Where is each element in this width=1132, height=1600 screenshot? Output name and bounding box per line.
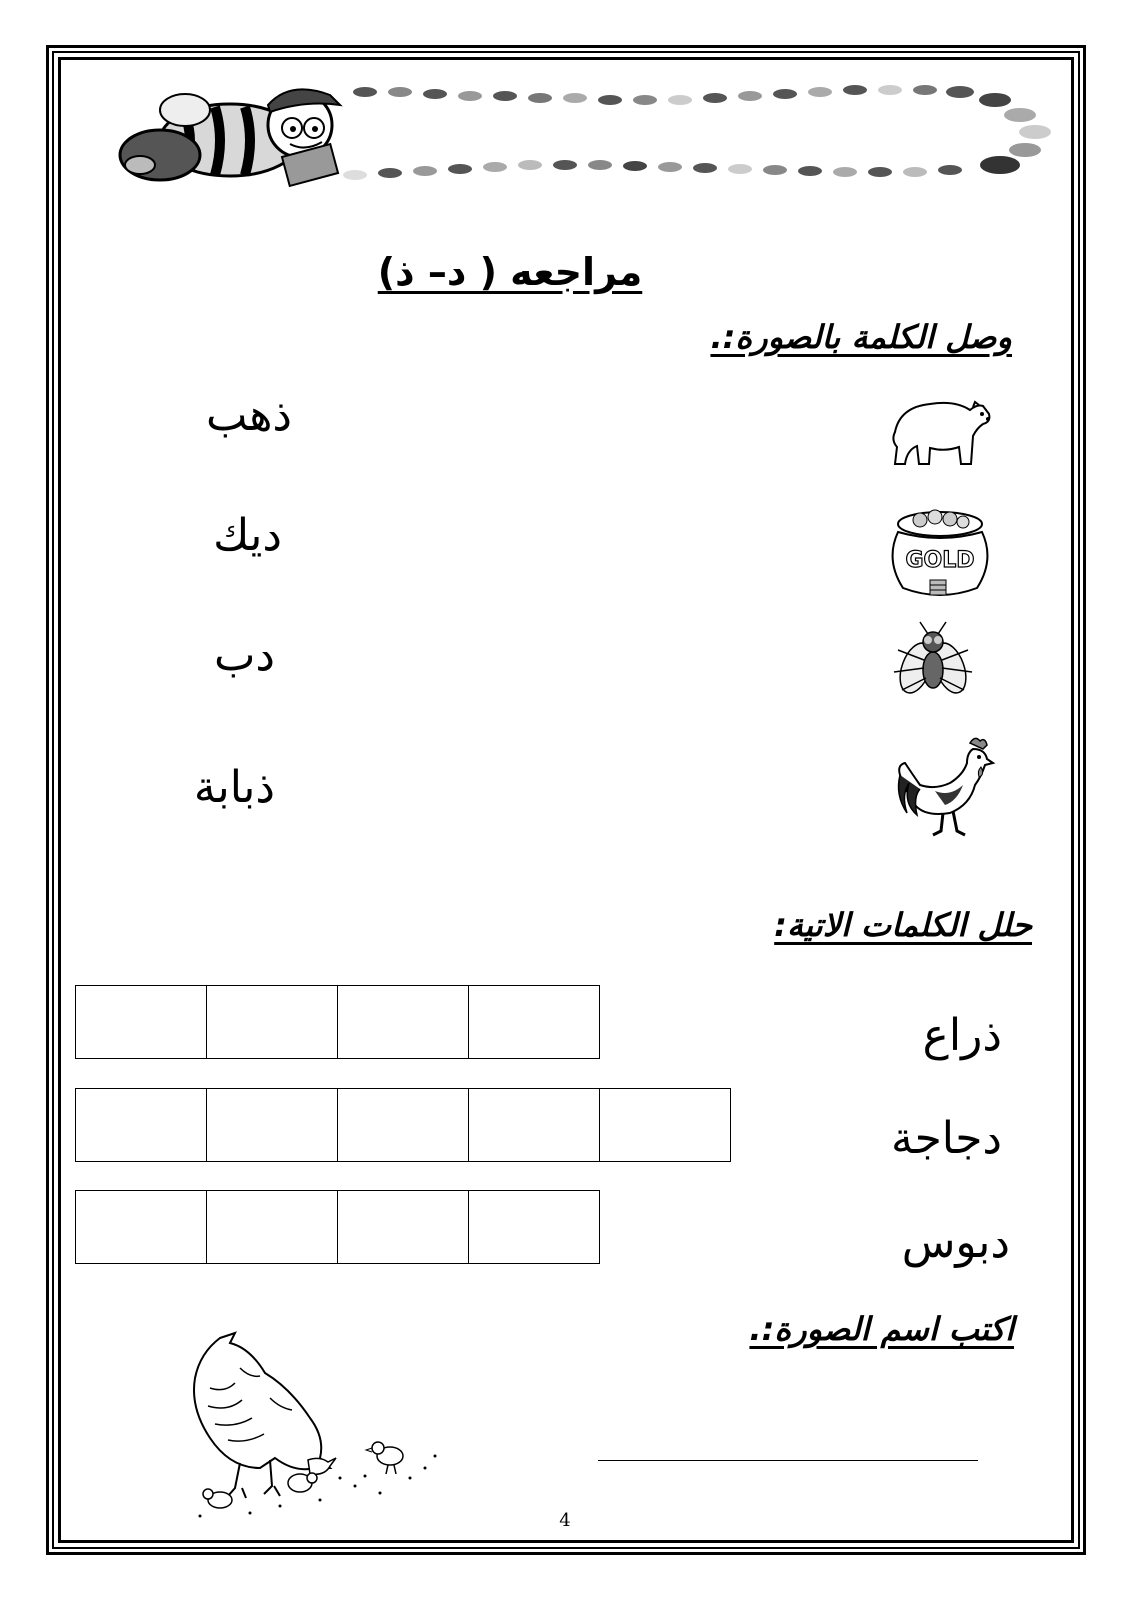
reading-bee-banner [100,80,1060,195]
match-word-2: ديك [213,510,282,561]
letter-box[interactable] [337,1190,469,1264]
match-word-3: دب [213,630,275,681]
bear-picture [885,392,995,472]
gold-pot-picture [885,510,995,605]
page-number: 4 [559,1510,571,1531]
analyze-word-2: دجاجة [891,1113,1002,1164]
letter-box[interactable] [468,985,600,1059]
analyze-boxes-row-3 [75,1190,599,1264]
analyze-word-1: ذراع [922,1010,1002,1061]
page-title: مراجعه ( د– ذ) [377,250,643,294]
rooster-picture [895,735,995,845]
letter-box[interactable] [599,1088,731,1162]
match-word-4: ذبابة [193,762,275,813]
analyze-boxes-row-2 [75,1088,730,1162]
answer-line[interactable] [598,1460,978,1461]
gold-label: GOLD [905,548,975,573]
hen-with-chicks-picture [180,1328,450,1528]
letter-box[interactable] [337,985,469,1059]
letter-box[interactable] [206,1088,338,1162]
letter-box[interactable] [206,1190,338,1264]
match-section-heading: وصل الكلمة بالصورة:. [710,318,1012,356]
match-word-1: ذهب [205,390,292,441]
letter-box[interactable] [206,985,338,1059]
letter-box[interactable] [75,1190,207,1264]
write-section-heading: اكتب اسم الصورة:. [749,1310,1014,1348]
letter-box[interactable] [75,985,207,1059]
analyze-boxes-row-1 [75,985,599,1059]
analyze-word-3: دبوس [901,1217,1010,1268]
letter-box[interactable] [75,1088,207,1162]
letter-box[interactable] [468,1190,600,1264]
fly-picture [888,620,978,705]
letter-box[interactable] [468,1088,600,1162]
analyze-section-heading: حلل الكلمات الاتية: [774,906,1032,944]
letter-box[interactable] [337,1088,469,1162]
